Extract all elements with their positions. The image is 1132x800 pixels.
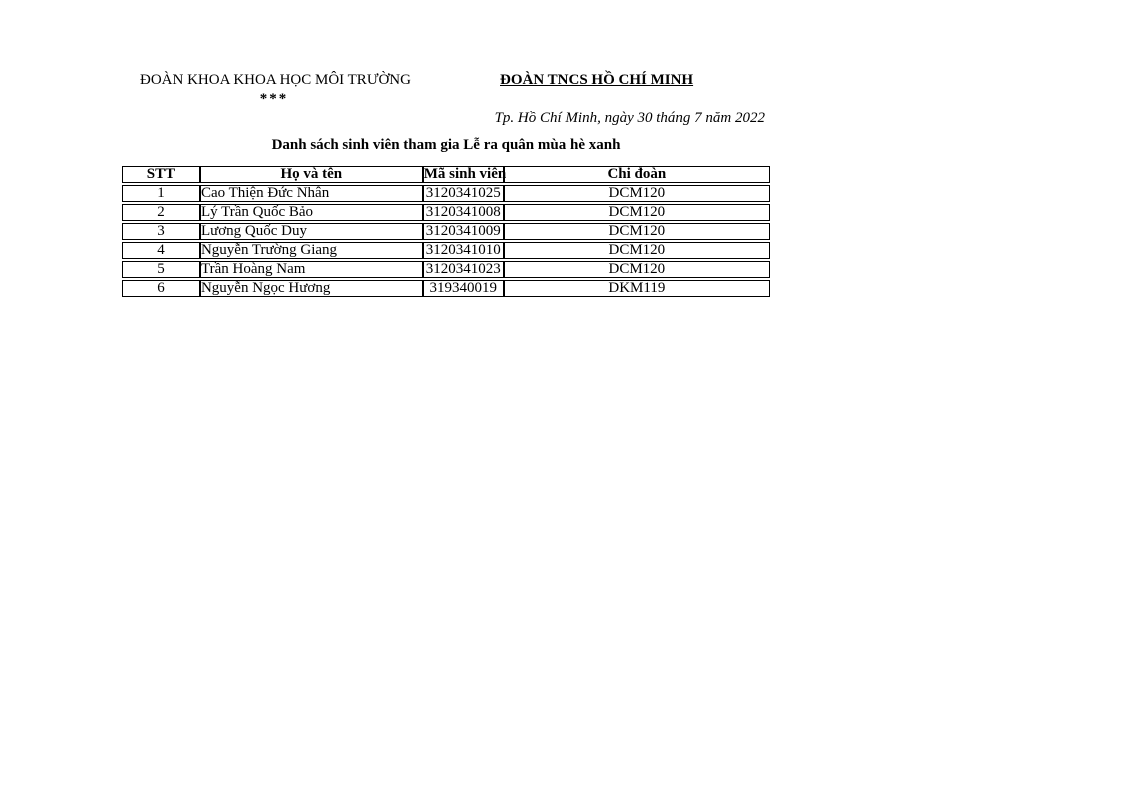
cell-stt: 1 bbox=[122, 185, 200, 202]
table-row bbox=[122, 242, 770, 259]
table-row bbox=[122, 223, 770, 240]
table-header-row bbox=[122, 166, 770, 183]
cell-unit: DCM120 bbox=[504, 204, 770, 221]
cell-unit: DKM119 bbox=[504, 280, 770, 297]
table-row bbox=[122, 261, 770, 278]
column-header-name: Họ và tên bbox=[200, 166, 423, 183]
cell-stt: 3 bbox=[122, 223, 200, 240]
cell-mssv: 3120341008 bbox=[423, 204, 504, 221]
org-separator: *** bbox=[259, 91, 289, 107]
left-org-name: ĐOÀN KHOA KHOA HỌC MÔI TRƯỜNG bbox=[140, 72, 411, 88]
cell-stt: 6 bbox=[122, 280, 200, 297]
column-header-unit: Chi đoàn bbox=[504, 166, 770, 183]
cell-name: Nguyễn Ngọc Hương bbox=[200, 280, 423, 297]
cell-mssv: 3120341025 bbox=[423, 185, 504, 202]
cell-stt: 4 bbox=[122, 242, 200, 259]
students-table bbox=[122, 164, 770, 299]
cell-unit: DCM120 bbox=[504, 223, 770, 240]
column-header-stt: STT bbox=[122, 166, 200, 183]
cell-name: Lương Quốc Duy bbox=[200, 223, 423, 240]
table-row bbox=[122, 280, 770, 297]
cell-stt: 2 bbox=[122, 204, 200, 221]
document-title: Danh sách sinh viên tham gia Lễ ra quân mùa hè xanh bbox=[271, 137, 621, 153]
cell-mssv: 319340019 bbox=[423, 280, 504, 297]
cell-name: Trần Hoàng Nam bbox=[200, 261, 423, 278]
cell-mssv: 3120341010 bbox=[423, 242, 504, 259]
table-row bbox=[122, 185, 770, 202]
cell-unit: DCM120 bbox=[504, 185, 770, 202]
cell-unit: DCM120 bbox=[504, 242, 770, 259]
date-line: Tp. Hồ Chí Minh, ngày 30 tháng 7 năm 2022 bbox=[494, 110, 765, 126]
cell-mssv: 3120341009 bbox=[423, 223, 504, 240]
cell-unit: DCM120 bbox=[504, 261, 770, 278]
right-org-name: ĐOÀN TNCS HỒ CHÍ MINH bbox=[500, 72, 694, 88]
table-row bbox=[122, 204, 770, 221]
cell-stt: 5 bbox=[122, 261, 200, 278]
column-header-mssv: Mã sinh viên bbox=[423, 166, 507, 182]
cell-name: Cao Thiện Đức Nhân bbox=[200, 185, 423, 202]
cell-name: Lý Trần Quốc Bảo bbox=[200, 204, 423, 221]
cell-mssv: 3120341023 bbox=[423, 261, 504, 278]
cell-name: Nguyễn Trường Giang bbox=[200, 242, 423, 259]
